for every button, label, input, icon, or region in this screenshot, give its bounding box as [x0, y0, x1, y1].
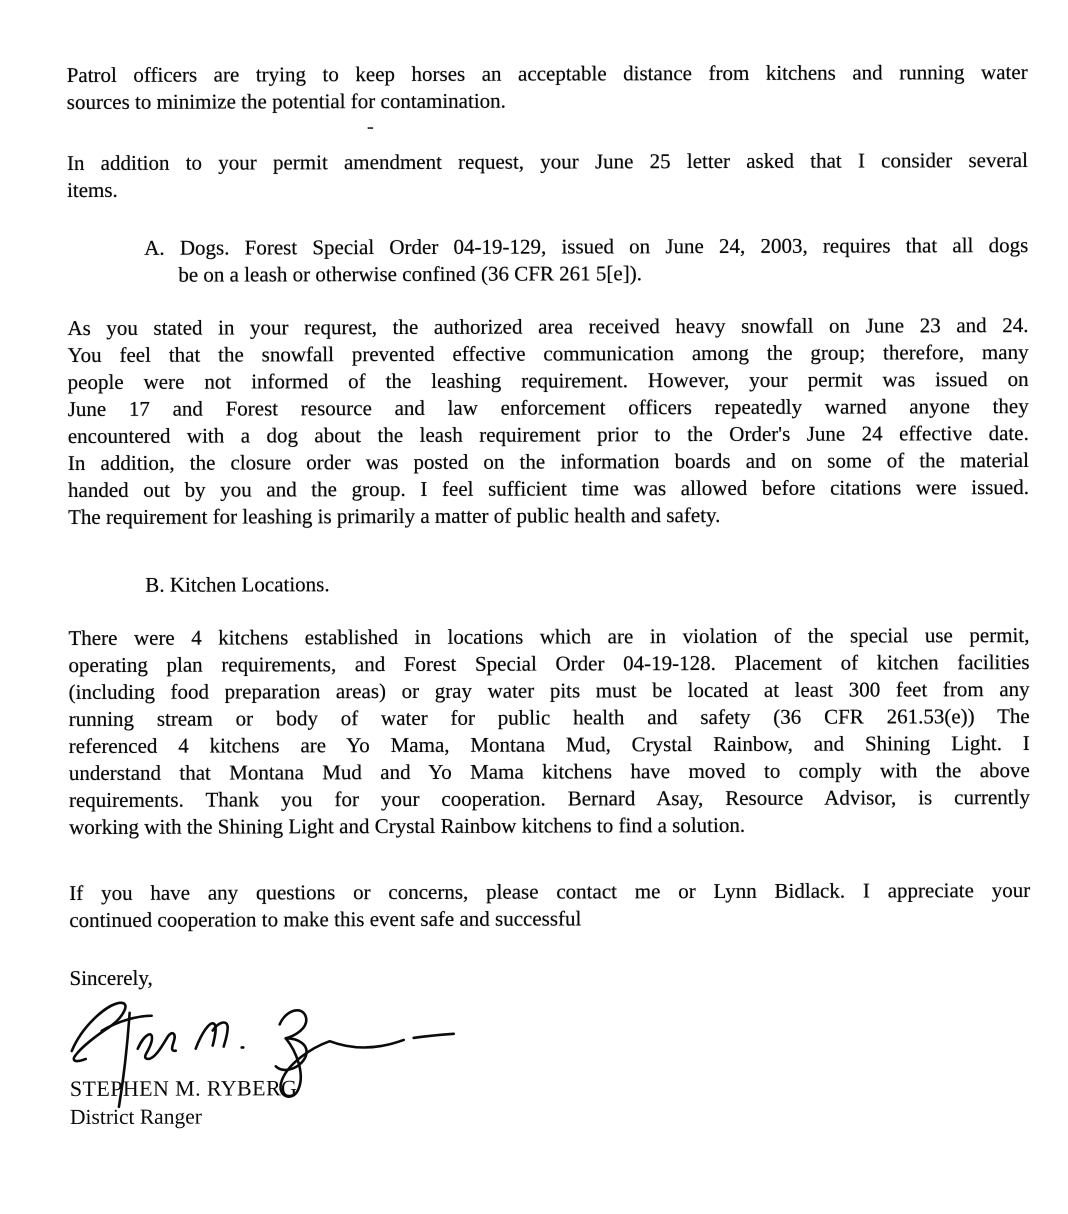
paragraph-line: sources to minimize the potential for contamination.	[66, 88, 506, 115]
paragraph-line: items.	[67, 177, 118, 203]
list-item-b-label: B.	[145, 572, 165, 597]
list-item-a-label: A.	[144, 235, 165, 260]
paragraph-line: referenced 4 kitchens are Yo Mama, Montana Mud, Crystal Rainbow, and Shining Light. I	[68, 730, 1030, 759]
letter-body	[67, 59, 1031, 1131]
paragraph-questions-contact	[69, 877, 1030, 934]
signature-stroke	[196, 1022, 228, 1048]
signature-stroke	[119, 1013, 130, 1107]
closing-text: Sincerely,	[69, 965, 153, 991]
paragraph-line: requirements. Thank you for your cooperation. Bernard Asay, Resource Advisor, is currently	[68, 784, 1030, 813]
list-item-first-line	[145, 569, 1029, 599]
paragraph-snowfall-leash	[67, 312, 1029, 531]
paragraph-line: Patrol officers are trying to keep horses an acceptable distance from kitchens and running water	[66, 59, 1028, 88]
paragraph-line: people were not informed of the leashing requirement. However, your permit was issued on	[67, 366, 1029, 395]
paragraph-patrol-officers	[66, 59, 1028, 139]
paragraph-line: As you stated in your requrest, the authorized area received heavy snowfall on June 23 and 24.	[67, 312, 1029, 341]
signature-stroke	[414, 1034, 454, 1038]
paragraph-line: You feel that the snowfall prevented effective communication among the group; therefore, many	[67, 339, 1029, 368]
signature-stroke	[280, 1038, 404, 1097]
paragraph-line: encountered with a dog about the leash requirement prior to the Order's June 24 effective date.	[67, 420, 1029, 449]
handwritten-signature	[62, 988, 466, 1121]
paragraph-permit-amendment	[67, 147, 1028, 204]
signature-block	[70, 992, 1031, 1075]
paragraph-line: The requirement for leashing is primarily a matter of public health and safety.	[68, 502, 721, 530]
list-item-a-dogs	[144, 232, 1028, 289]
scan-artifact-dash: -	[366, 114, 374, 139]
signature-stroke	[276, 1010, 307, 1070]
paragraph-line: There were 4 kitchens established in locations which are in violation of the special use permit,	[68, 622, 1030, 651]
paragraph-line: June 17 and Forest resource and law enforcement officers repeatedly warned anyone they	[67, 393, 1029, 422]
list-item-a-text: Dogs. Forest Special Order 04-19-129, issued on June 24, 2003, requires that all dogs	[179, 232, 1029, 260]
paragraph-line: In addition, the closure order was posted on the information boards and on some of the material	[67, 447, 1029, 476]
closing-salutation	[69, 962, 1030, 992]
paragraph-line: (including food preparation areas) or gray water pits must be located at least 300 feet from any	[68, 676, 1030, 705]
signer-name: STEPHEN M. RYBERG	[69, 1075, 298, 1102]
signer-title: District Ranger	[69, 1104, 202, 1129]
paragraph-kitchens-violation	[68, 622, 1030, 841]
paragraph-line: continued cooperation to make this event safe and successful	[69, 906, 582, 933]
paragraph-line: running stream or body of water for public health and safety (36 CFR 261.53(e)) The	[68, 703, 1030, 732]
list-item-b-kitchen-locations	[145, 569, 1029, 599]
paragraph-line: working with the Shining Light and Crystal Rainbow kitchens to find a solution.	[69, 812, 746, 840]
list-item-b-text: Kitchen Locations.	[169, 572, 330, 597]
signature-stroke	[72, 1003, 126, 1061]
paragraph-line: understand that Montana Mud and Yo Mama kitchens have moved to comply with the above	[68, 757, 1030, 786]
paragraph-line: handed out by you and the group. I feel sufficient time was allowed before citations were issued.	[67, 474, 1030, 503]
list-item-first-line	[144, 232, 1028, 262]
paragraph-line: operating plan requirements, and Forest Special Order 04-19-128. Placement of kitchen facilities	[68, 649, 1030, 678]
paragraph-line: In addition to your permit amendment request, your June 25 letter asked that I consider several	[66, 147, 1028, 176]
paragraph-line: If you have any questions or concerns, please contact me or Lynn Bidlack. I appreciate your	[69, 877, 1031, 906]
signature-stroke	[138, 1033, 176, 1059]
list-item-continuation-line: be on a leash or otherwise confined (36 CFR 261 5[e]).	[178, 261, 642, 287]
